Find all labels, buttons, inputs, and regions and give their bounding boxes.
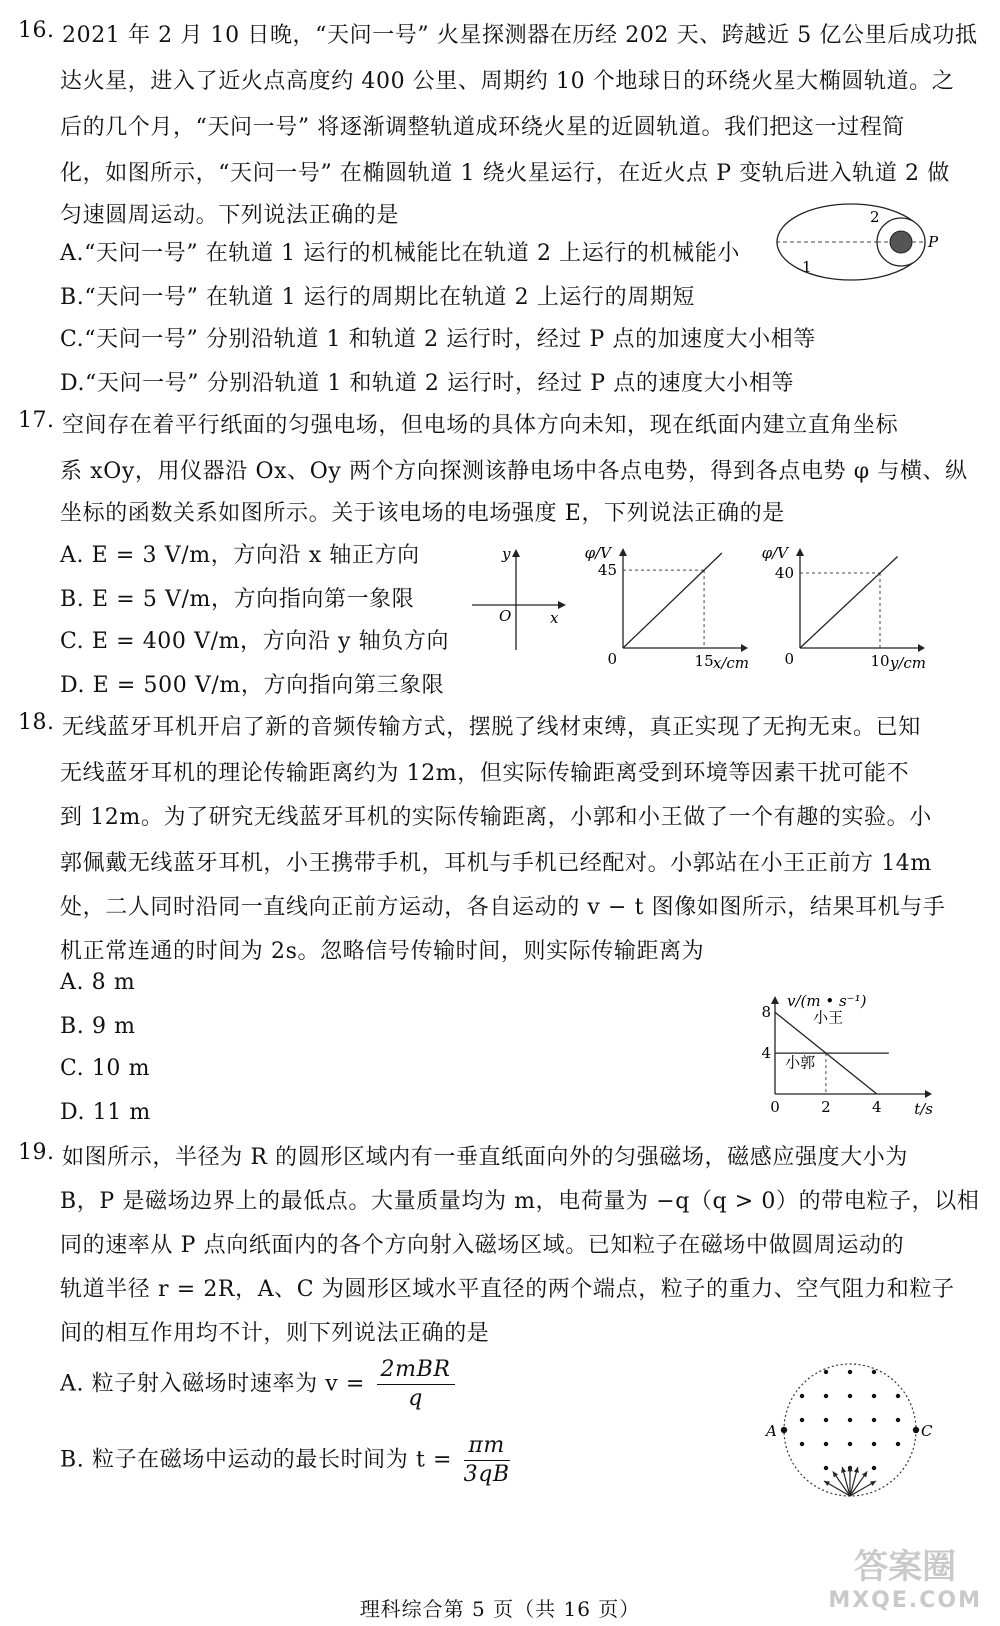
y-axis-arrow: [796, 548, 804, 556]
question-text-line: 化，如图所示，“天问一号” 在椭圆轨道 1 绕火星运行，在近火点 P 变轨后进入轨道 2 做: [60, 161, 950, 186]
field-dot: [824, 1370, 828, 1374]
question-number: 18.: [18, 710, 55, 735]
phi-x-chart: [575, 540, 755, 670]
question-text-line: 系 xOy，用仪器沿 Ox、Oy 两个方向探测该静电场中各点电势，得到各点电势 φ 与横、纵: [60, 459, 968, 484]
fraction-denominator: 3qB: [463, 1462, 510, 1487]
orbit-label-1: 1: [802, 258, 812, 276]
option-a-text: A. 粒子射入磁场时速率为 v =: [60, 1371, 365, 1397]
option-d: D. 11 m: [60, 1100, 151, 1125]
fraction: [464, 1432, 510, 1489]
x-tick-label: 4: [872, 1098, 882, 1116]
question-text-line: 如图所示，半径为 R 的圆形区域内有一垂直纸面向外的匀强磁场，磁感应强度大小为: [62, 1145, 908, 1170]
field-dot: [896, 1442, 900, 1446]
velocity-arrowhead: [862, 1471, 867, 1477]
y-tick-label: 45: [597, 561, 617, 580]
x-axis-arrow: [741, 644, 748, 652]
series-label-xiaoguo: 小郭: [785, 1053, 816, 1072]
option-a: [60, 1356, 459, 1413]
question-text-line: 无线蓝牙耳机的理论传输距离约为 12m，但实际传输距离受到环境等因素干扰可能不: [60, 761, 910, 786]
orbit-diagram: [776, 200, 946, 285]
x-axis-arrow: [925, 1090, 932, 1098]
field-dot: [872, 1394, 876, 1398]
field-dot: [824, 1418, 828, 1422]
coordinate-axes-diagram: [466, 545, 566, 655]
option-c: C. 10 m: [60, 1056, 151, 1081]
question-text-line: 空间存在着平行纸面的匀强电场，但电场的具体方向未知，现在纸面内建立直角坐标: [62, 413, 899, 438]
y-tick-label: 8: [761, 1003, 771, 1022]
watermark-url: MXQE.COM: [828, 1588, 982, 1613]
question-text-line: 无线蓝牙耳机开启了新的音频传输方式，摆脱了线材束缚，真正实现了无拘无束。已知: [62, 715, 921, 740]
series-line: [800, 557, 898, 649]
question-text-line: 达火星，进入了近火点高度约 400 公里、周期约 10 个地球日的环绕火星大椭圆轨道。之: [60, 69, 955, 94]
velocity-arrows: [824, 1466, 876, 1496]
option-d: D. E = 500 V/m，方向指向第三象限: [60, 673, 445, 698]
fraction-numerator: πm: [464, 1432, 510, 1461]
x-tick-label: 15: [694, 652, 714, 670]
question-text-line: 坐标的函数关系如图所示。关于该电场的电场强度 E，下列说法正确的是: [60, 501, 785, 526]
y-axis-arrow: [771, 996, 779, 1004]
watermark-text: 答案圈: [854, 1547, 957, 1587]
series-label-xiaowang: 小王: [813, 1008, 844, 1027]
option-b: B. E = 5 V/m，方向指向第一象限: [60, 587, 415, 612]
question-text-line: 后的几个月，“天问一号” 将逐渐调整轨道成环绕火星的近圆轨道。我们把这一过程简: [60, 115, 905, 140]
question-text-line: 机正常连通的时间为 2s。忽略信号传输时间，则实际传输距离为: [60, 939, 705, 964]
field-dot: [872, 1466, 876, 1470]
field-dot: [872, 1418, 876, 1422]
field-dot: [848, 1394, 852, 1398]
field-dot: [896, 1394, 900, 1398]
y-axis-arrow: [619, 548, 627, 556]
mars-icon: [890, 231, 912, 253]
x-tick-label: 0: [784, 650, 794, 668]
watermark-logo: [828, 1547, 982, 1618]
magnetic-field-diagram: [762, 1360, 942, 1510]
field-dots: [800, 1370, 900, 1470]
field-dot: [824, 1466, 828, 1470]
x-tick-label: 0: [607, 650, 617, 668]
y-axis-label: y: [502, 545, 511, 563]
field-dot: [872, 1370, 876, 1374]
option-b: B. 9 m: [60, 1014, 136, 1039]
fraction-denominator: q: [408, 1386, 423, 1411]
question-text-line: 2021 年 2 月 10 日晚，“天问一号” 火星探测器在历经 202 天、跨越近 5 亿公里后成功抵: [62, 23, 978, 48]
option-c: C. E = 400 V/m，方向沿 y 轴负方向: [60, 629, 450, 654]
option-b: B.“天问一号” 在轨道 1 运行的周期比在轨道 2 上运行的周期短: [60, 285, 696, 310]
field-dot: [800, 1394, 804, 1398]
field-dot: [848, 1442, 852, 1446]
point-a-dot: [781, 1427, 787, 1433]
option-d: D.“天问一号” 分别沿轨道 1 和轨道 2 运行时，经过 P 点的速度大小相等: [60, 371, 795, 396]
point-p-label: P: [928, 233, 939, 251]
field-dot: [872, 1442, 876, 1446]
question-text-line: 轨道半径 r = 2R，A、C 为圆形区域水平直径的两个端点，粒子的重力、空气阻力和粒子: [60, 1277, 955, 1302]
velocity-arrowhead: [833, 1471, 838, 1477]
question-text-line: 到 12m。为了研究无线蓝牙耳机的实际传输距离，小郭和小王做了一个有趣的实验。小: [60, 805, 932, 830]
y-tick-label: 40: [774, 564, 794, 582]
series-line: [623, 553, 722, 648]
fraction-numerator: 2mBR: [377, 1356, 455, 1385]
field-dot: [800, 1442, 804, 1446]
question-text-line: 间的相互作用均不计，则下列说法正确的是: [60, 1321, 490, 1346]
x-tick-label: 0: [770, 1098, 780, 1116]
phi-y-chart: [752, 540, 926, 672]
question-text-line: 同的速率从 P 点向纸面内的各个方向射入磁场区域。已知粒子在磁场中做圆周运动的: [60, 1233, 905, 1258]
option-a: A. 8 m: [60, 970, 136, 995]
field-dot: [824, 1394, 828, 1398]
option-b-text: B. 粒子在磁场中运动的最长时间为 t =: [60, 1447, 453, 1473]
question-text-line: B，P 是磁场边界上的最低点。大量质量均为 m，电荷量为 −q（q > 0）的带电粒子，以相: [60, 1189, 980, 1214]
question-text-line: 郭佩戴无线蓝牙耳机，小王携带手机，耳机与手机已经配对。小郭站在小王正前方 14m: [60, 851, 932, 876]
orbit-label-2: 2: [870, 208, 880, 226]
question-text-line: 处，二人同时沿同一直线向正前方运动，各自运动的 v − t 图像如图所示，结果耳机与手: [60, 895, 946, 920]
option-c: C.“天问一号” 分别沿轨道 1 和轨道 2 运行时，经过 P 点的加速度大小相等: [60, 327, 816, 352]
option-a: A.“天问一号” 在轨道 1 运行的机械能比在轨道 2 上运行的机械能小: [60, 241, 740, 266]
field-dot: [800, 1418, 804, 1422]
field-dot: [848, 1418, 852, 1422]
page-footer: 理科综合第 5 页（共 16 页）: [359, 1597, 641, 1621]
x-axis-title: y/cm: [889, 654, 926, 672]
field-dot: [896, 1418, 900, 1422]
y-axis-title: φ/V: [584, 544, 611, 562]
field-dot: [848, 1370, 852, 1374]
question-number: 19.: [18, 1140, 55, 1165]
question-text-line: 匀速圆周运动。下列说法正确的是: [60, 203, 400, 228]
y-axis-title: φ/V: [761, 544, 788, 562]
x-axis-title: x/cm: [712, 654, 749, 672]
x-axis-title: t/s: [914, 1100, 933, 1118]
option-a: A. E = 3 V/m，方向沿 x 轴正方向: [60, 543, 420, 568]
point-c-label: C: [921, 1422, 933, 1440]
point-a-label: A: [766, 1422, 777, 1440]
y-tick-label: 4: [761, 1044, 771, 1063]
x-axis-label: x: [550, 609, 559, 627]
x-axis-arrow: [918, 644, 925, 652]
fraction: [377, 1356, 455, 1413]
question-number: 17.: [18, 408, 55, 433]
x-tick-label: 2: [821, 1098, 831, 1116]
v-t-chart: [755, 990, 955, 1120]
field-dot: [824, 1442, 828, 1446]
point-c-dot: [913, 1427, 919, 1433]
y-axis-title: v/(m • s⁻¹): [787, 992, 867, 1010]
origin-label: O: [499, 607, 512, 625]
option-b: [60, 1432, 514, 1489]
question-number: 16.: [18, 18, 55, 43]
x-tick-label: 10: [870, 652, 890, 670]
